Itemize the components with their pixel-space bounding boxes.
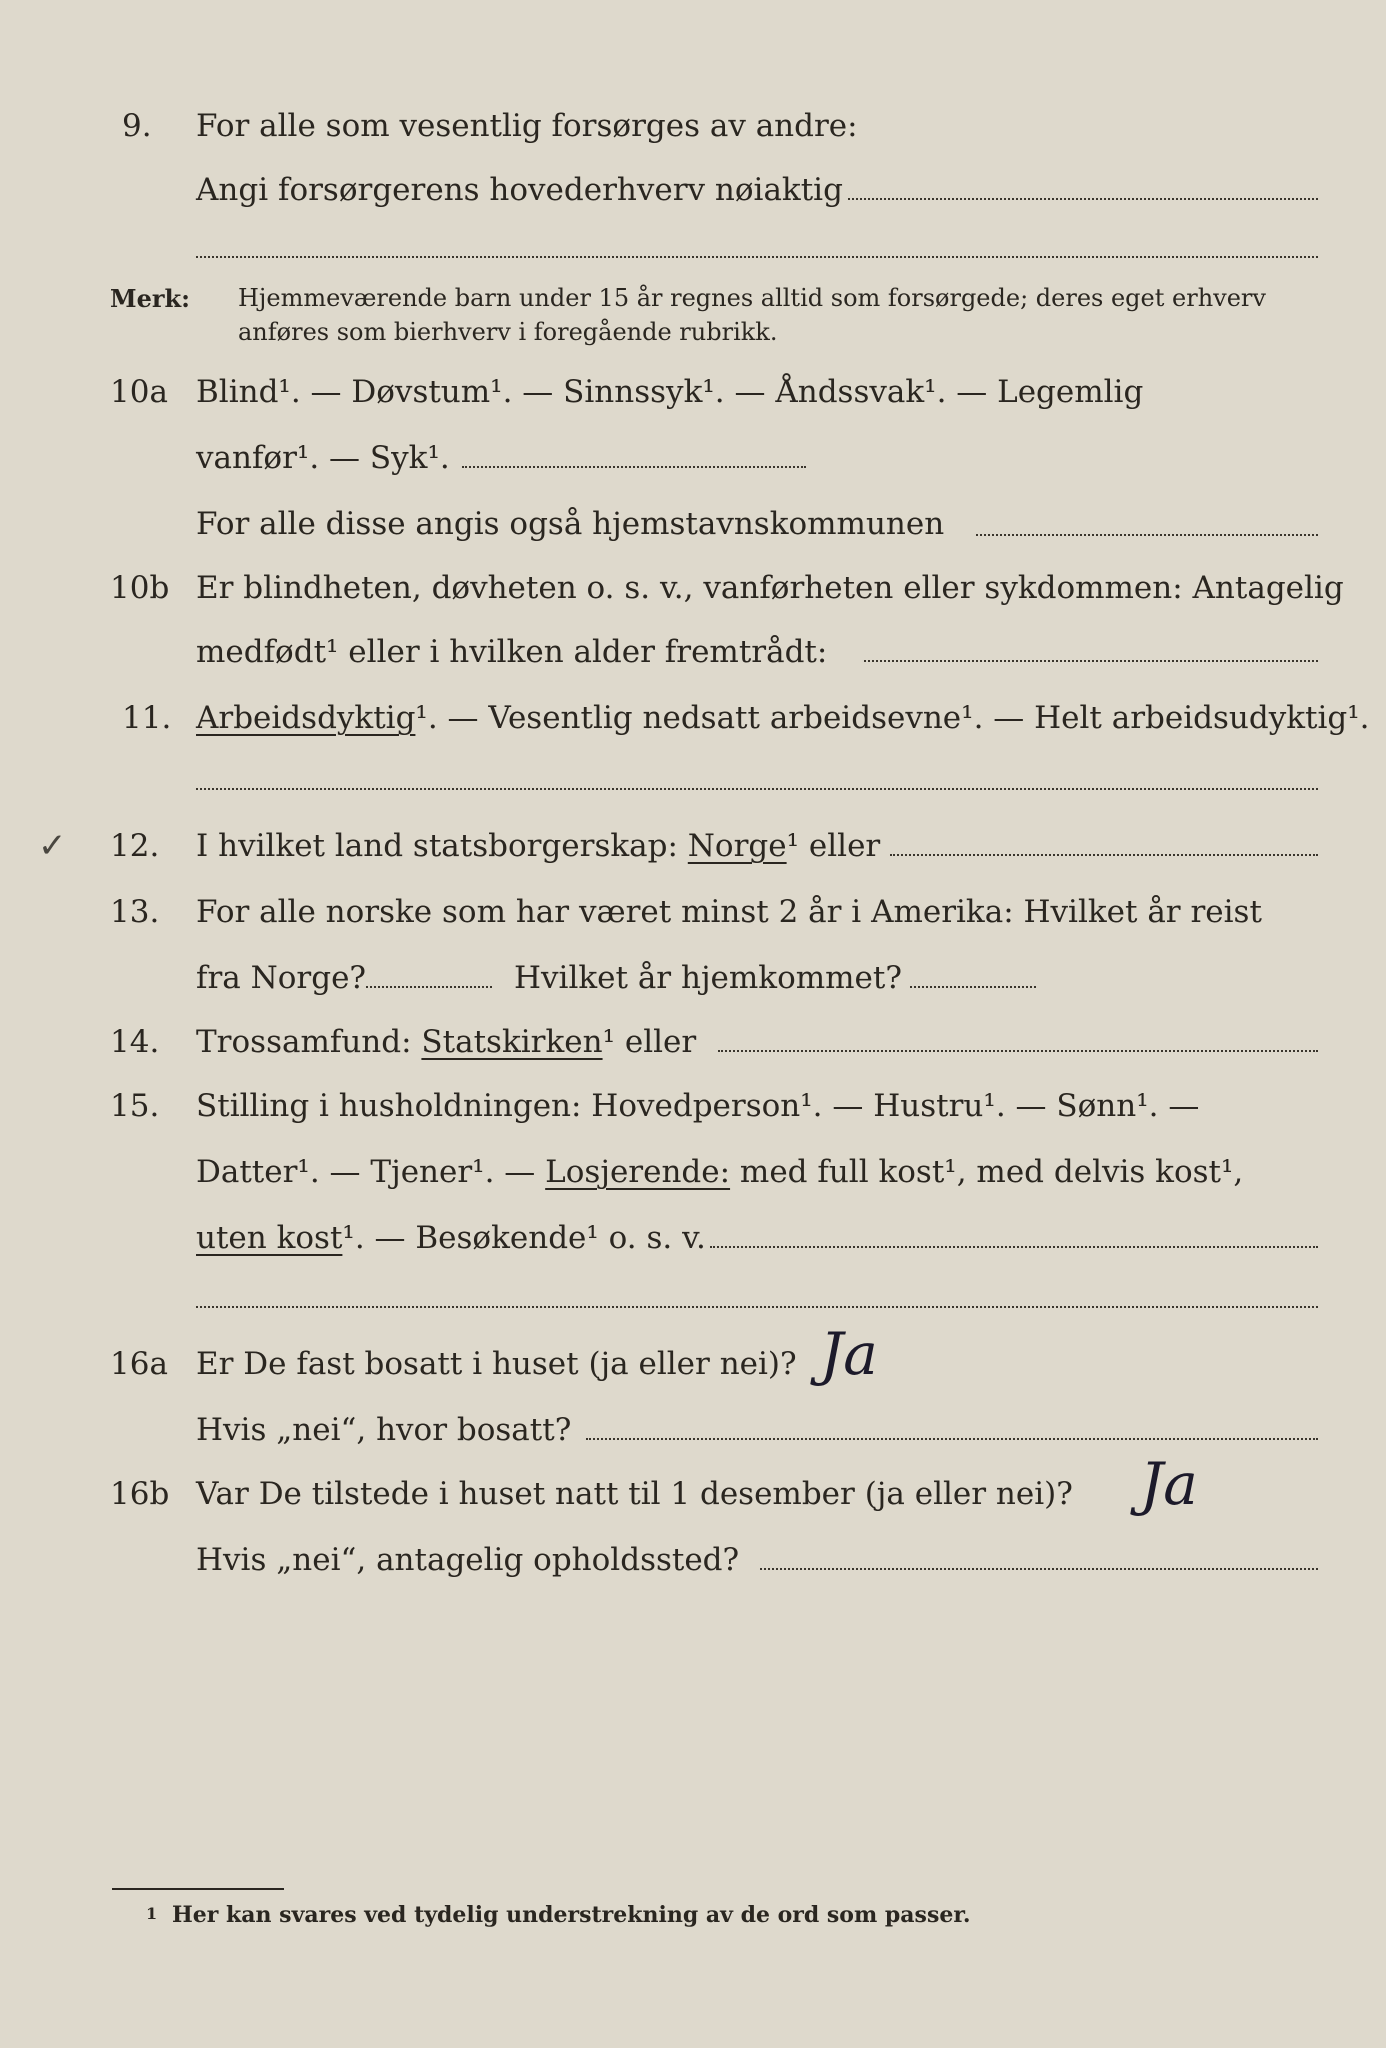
q16b-line1: Var De tilstede i huset natt til 1 desember (ja eller nei)?: [196, 1476, 1073, 1512]
q12-underlined-answer[interactable]: Norge: [687, 828, 787, 864]
footnote-rule: [112, 1888, 284, 1890]
q10a-number: 10a: [110, 374, 168, 410]
q10b-number: 10b: [110, 570, 170, 606]
q10a-answer-line[interactable]: [462, 466, 806, 468]
q15-underlined-uten-kost[interactable]: uten kost: [196, 1220, 343, 1256]
q10a-line3: For alle disse angis også hjemstavnskommunen: [196, 506, 945, 542]
q14-text: [196, 1024, 696, 1060]
q15-answer-line[interactable]: [710, 1246, 1318, 1248]
q16a-bosatt-line[interactable]: [586, 1438, 1318, 1440]
footnote-text: Her kan svares ved tydelig understrekning av de ord som passer.: [172, 1902, 971, 1928]
q14-underlined-answer[interactable]: Statskirken: [421, 1024, 603, 1060]
q16b-line2: Hvis „nei“, antagelig opholdssted?: [196, 1542, 740, 1578]
q14-number: 14.: [110, 1024, 160, 1060]
q16a-line1: Er De fast bosatt i huset (ja eller nei)?: [196, 1346, 797, 1382]
q13-number: 13.: [110, 894, 160, 930]
merk-label: Merk:: [110, 284, 190, 313]
merk-line2: anføres som bierhverv i foregående rubrikk.: [238, 318, 778, 346]
q16b-opholdssted-line[interactable]: [760, 1568, 1318, 1570]
q16b-handwritten-answer[interactable]: Ja: [1140, 1450, 1198, 1518]
q15-underlined-losjerende[interactable]: Losjerende:: [545, 1154, 731, 1190]
q15-line2b: med full kost¹, med delvis kost¹,: [739, 1154, 1244, 1190]
q16b-number: 16b: [110, 1476, 170, 1512]
q13-line2b: Hvilket år hjemkommet?: [514, 960, 902, 996]
q16a-number: 16a: [110, 1346, 168, 1382]
q9-line2: Angi forsørgerens hovederhverv nøiaktig: [196, 172, 843, 208]
q9-number: 9.: [122, 108, 152, 144]
q9-separator: [196, 256, 1318, 258]
q10b-answer-line[interactable]: [864, 660, 1318, 662]
q15-number: 15.: [110, 1088, 160, 1124]
q11-number: 11.: [122, 700, 172, 736]
q12-number: 12.: [110, 828, 160, 864]
q9-answer-line[interactable]: [848, 198, 1318, 200]
q16a-line2: Hvis „nei“, hvor bosatt?: [196, 1412, 572, 1448]
footnote-mark: 1: [146, 1904, 158, 1923]
q10a-line2: vanfør¹. — Syk¹.: [196, 440, 450, 476]
q11-text: [196, 700, 1370, 736]
q10b-line2: medfødt¹ eller i hvilken alder fremtrådt:: [196, 634, 828, 670]
q11-rest: ¹. — Vesentlig nedsatt arbeidsevne¹. — Helt arbeidsudyktig¹.: [415, 700, 1370, 736]
q14-answer-line[interactable]: [718, 1050, 1318, 1052]
q15-line2a: Datter¹. — Tjener¹. —: [196, 1154, 536, 1190]
q13-line1: For alle norske som har været minst 2 år i Amerika: Hvilket år reist: [196, 894, 1262, 930]
check-mark-icon: ✓: [38, 826, 67, 866]
q12-answer-line[interactable]: [890, 854, 1318, 856]
q16a-handwritten-answer[interactable]: Ja: [820, 1320, 878, 1388]
q15-line3: [196, 1220, 706, 1256]
q10b-line1: Er blindheten, døvheten o. s. v., vanførheten eller sykdommen: Antagelig: [196, 570, 1344, 606]
q14-rest: ¹ eller: [602, 1024, 697, 1060]
merk-line1: Hjemmeværende barn under 15 år regnes alltid som forsørgede; deres eget erhverv: [238, 284, 1266, 312]
q14-question: Trossamfund:: [196, 1024, 412, 1060]
q10a-line1: Blind¹. — Døvstum¹. — Sinnssyk¹. — Åndssvak¹. — Legemlig: [196, 374, 1144, 410]
q10a-kommune-line[interactable]: [976, 534, 1318, 536]
q15-line3b: ¹. — Besøkende¹ o. s. v.: [342, 1220, 706, 1256]
q13-hjemkommet-line[interactable]: [910, 986, 1036, 988]
q15-line2: [196, 1154, 1243, 1190]
q9-line1: For alle som vesentlig forsørges av andre:: [196, 108, 858, 144]
q11-separator: [196, 788, 1318, 790]
q15-line1: Stilling i husholdningen: Hovedperson¹. — Hustru¹. — Sønn¹. —: [196, 1088, 1200, 1124]
q12-text: [196, 828, 880, 864]
q13-line2a: fra Norge?: [196, 960, 367, 996]
q11-underlined-answer[interactable]: Arbeidsdyktig: [196, 700, 416, 736]
q12-rest: ¹ eller: [786, 828, 881, 864]
q15-separator: [196, 1306, 1318, 1308]
q13-reist-line[interactable]: [366, 986, 492, 988]
q12-question: I hvilket land statsborgerskap:: [196, 828, 678, 864]
